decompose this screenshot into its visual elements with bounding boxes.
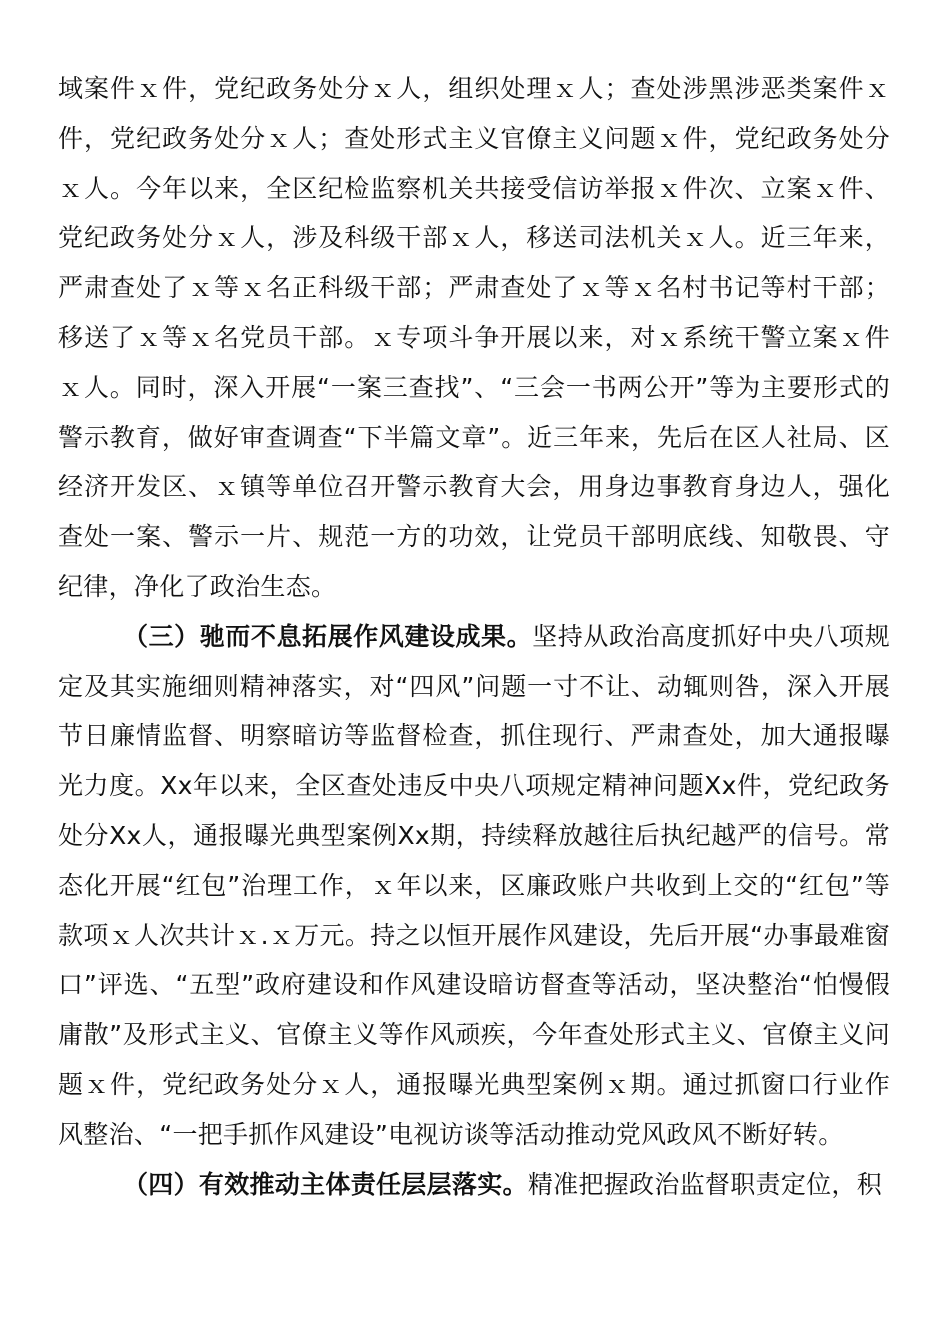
- paragraph-continuation: [58, 64, 890, 612]
- paragraph-text: 坚持从政治高度抓好中央八项规定及其实施细则精神落实，对“四风”问题一寸不让、动辄则咎，深入开展节日廉情监督、明察暗访等监督检查，抓住现行、严肃查处，加大通报曝光力度。Xx年以来，全区查处违反中央八项规定精神问题Xx件，党纪政务处分Xx人，通报曝光典型案例Xx期，持续释放越往后执纪越严的信号。常态化开展“红包”治理工作，ｘ年以来，区廉政账户共收到上交的“红包”等款项ｘ人次共计ｘ.ｘ万元。持之以恒开展作风建设，先后开展“办事最难窗口”评选、“五型”政府建设和作风建设暗访督查等活动，坚决整治“怕慢假庸散”及形式主义、官僚主义等作风顽疾，今年查处形式主义、官僚主义问题ｘ件，党纪政务处分ｘ人，通报曝光典型案例ｘ期。通过抓窗口行业作风整治、“一把手抓作风建设”电视访谈等活动推动党风政风不断好转。: [58, 621, 890, 1149]
- section-heading: （三）驰而不息拓展作风建设成果。: [123, 621, 533, 651]
- paragraph-section-3: [58, 612, 890, 1160]
- paragraph-text: 精准把握政治监督职责定位，积: [527, 1169, 883, 1199]
- paragraph-text: 域案件ｘ件，党纪政务处分ｘ人，组织处理ｘ人；查处涉黑涉恶类案件ｘ件，党纪政务处分ｘ人；查处形式主义官僚主义问题ｘ件，党纪政务处分ｘ人。今年以来，全区纪检监察机关共接受信访举报ｘ件次、立案ｘ件、党纪政务处分ｘ人，涉及科级干部ｘ人，移送司法机关ｘ人。近三年来，严肃查处了ｘ等ｘ名正科级干部；严肃查处了ｘ等ｘ名村书记等村干部；移送了ｘ等ｘ名党员干部。ｘ专项斗争开展以来，对ｘ系统干警立案ｘ件ｘ人。同时，深入开展“一案三查找”、“三会一书两公开”等为主要形式的警示教育，做好审查调查“下半篇文章”。近三年来，先后在区人社局、区经济开发区、ｘ镇等单位召开警示教育大会，用身边事教育身边人，强化查处一案、警示一片、规范一方的功效，让党员干部明底线、知敬畏、守纪律，净化了政治生态。: [58, 74, 890, 601]
- document-page: [58, 64, 890, 1209]
- section-heading: （四）有效推动主体责任层层落实。: [123, 1169, 528, 1199]
- paragraph-section-4: [58, 1160, 890, 1210]
